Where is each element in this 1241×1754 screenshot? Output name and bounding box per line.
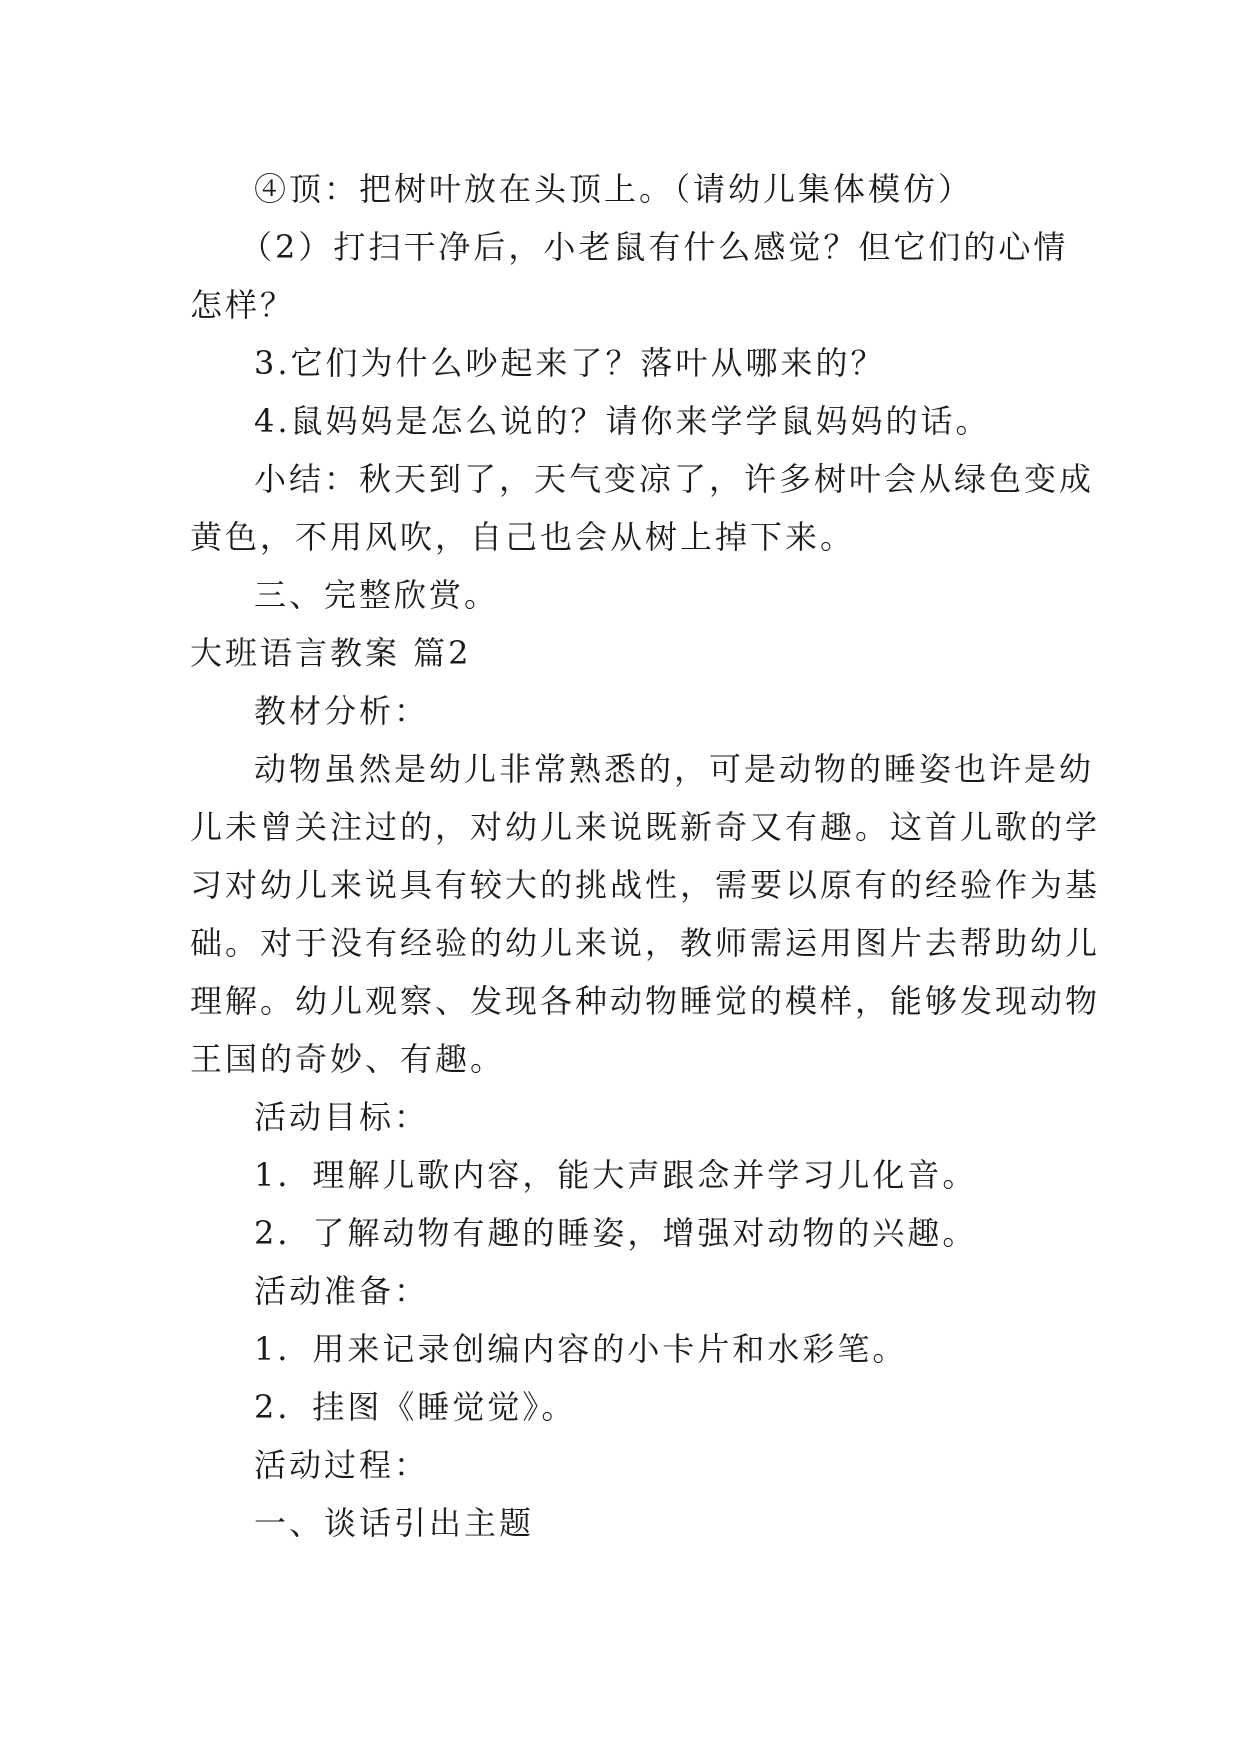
text-line: 3.它们为什么吵起来了？落叶从哪来的？ — [254, 344, 886, 382]
text-line: 活动目标： — [254, 1098, 430, 1136]
text-line: 活动准备： — [254, 1272, 430, 1310]
text-line: 黄色，不用风吹，自己也会从树上掉下来。 — [190, 518, 856, 556]
text-line: 活动过程： — [254, 1446, 430, 1484]
section-heading: 大班语言教案 篇2 — [190, 634, 472, 672]
text-line: 4.鼠妈妈是怎么说的？请你来学学鼠妈妈的话。 — [254, 402, 991, 440]
text-line: 1．理解儿歌内容，能大声跟念并学习儿化音。 — [254, 1156, 978, 1194]
text-line: 怎样？ — [190, 286, 296, 324]
text-line: 儿未曾关注过的，对幼儿来说既新奇又有趣。这首儿歌的学 — [190, 808, 1101, 846]
text-line: 习对幼儿来说具有较大的挑战性，需要以原有的经验作为基 — [190, 866, 1101, 904]
text-line: 一、谈话引出主题 — [254, 1504, 535, 1542]
text-line: 王国的奇妙、有趣。 — [190, 1040, 506, 1078]
text-line: 2．挂图《睡觉觉》。 — [254, 1388, 577, 1426]
document-body — [190, 160, 1101, 1552]
text-line: 1．用来记录创编内容的小卡片和水彩笔。 — [254, 1330, 908, 1368]
text-line: 教材分析： — [254, 692, 430, 730]
text-line: 小结：秋天到了，天气变凉了，许多树叶会从绿色变成 — [254, 460, 1095, 498]
text-line: 2．了解动物有趣的睡姿，增强对动物的兴趣。 — [254, 1214, 978, 1252]
text-line: ④顶：把树叶放在头顶上。（请幼儿集体模仿） — [254, 170, 974, 208]
text-line: （2）打扫干净后，小老鼠有什么感觉？但它们的心情 — [240, 228, 1069, 266]
text-line: 三、完整欣赏。 — [254, 576, 500, 614]
text-line: 动物虽然是幼儿非常熟悉的，可是动物的睡姿也许是幼 — [254, 750, 1095, 788]
text-line: 理解。幼儿观察、发现各种动物睡觉的模样，能够发现动物 — [190, 982, 1101, 1020]
text-line: 础。对于没有经验的幼儿来说，教师需运用图片去帮助幼儿 — [190, 924, 1101, 962]
